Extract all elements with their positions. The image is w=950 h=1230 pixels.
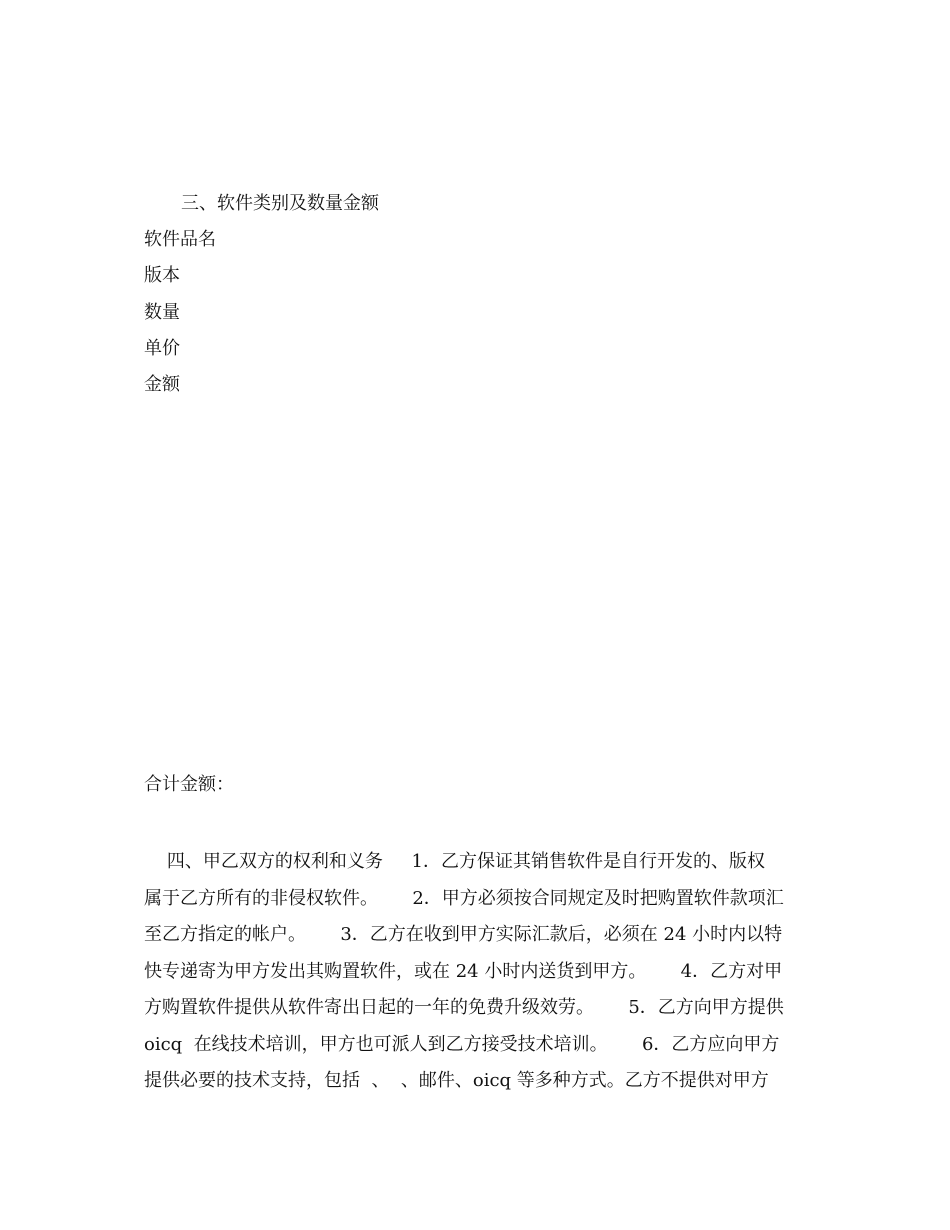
label-quantity: 数量 <box>144 302 180 323</box>
label-unit-price: 单价 <box>144 338 180 359</box>
paragraph-line: 至乙方指定的帐户。 3．乙方在收到甲方实际汇款后，必须在 24 小时内以特 <box>144 924 783 945</box>
section-three-heading: 三、软件类别及数量金额 <box>181 193 379 214</box>
paragraph-line: 快专递寄为甲方发出其购置软件，或在 24 小时内送货到甲方。 4．乙方对甲 <box>144 960 783 982</box>
paragraph-line: 提供必要的技术支持，包括 、 、邮件、oicq 等多种方式。乙方不提供对甲方 <box>144 1070 769 1091</box>
label-version: 版本 <box>144 265 180 286</box>
label-amount: 金额 <box>144 374 180 395</box>
total-amount-label: 合计金额： <box>144 774 234 795</box>
paragraph-line: 属于乙方所有的非侵权软件。 2．甲方必须按合同规定及时把购置软件款项汇 <box>144 887 784 909</box>
paragraph-line: 四、甲乙双方的权利和义务 1．乙方保证其销售软件是自行开发的、版权 <box>144 851 765 872</box>
paragraph-line: oicq 在线技术培训，甲方也可派人到乙方接受技术培训。 6．乙方应向甲方 <box>144 1033 780 1055</box>
paragraph-line: 方购置软件提供从软件寄出日起的一年的免费升级效劳。 5．乙方向甲方提供 <box>144 997 784 1018</box>
section-four-paragraph <box>144 844 814 1100</box>
label-software-name: 软件品名 <box>144 229 216 250</box>
